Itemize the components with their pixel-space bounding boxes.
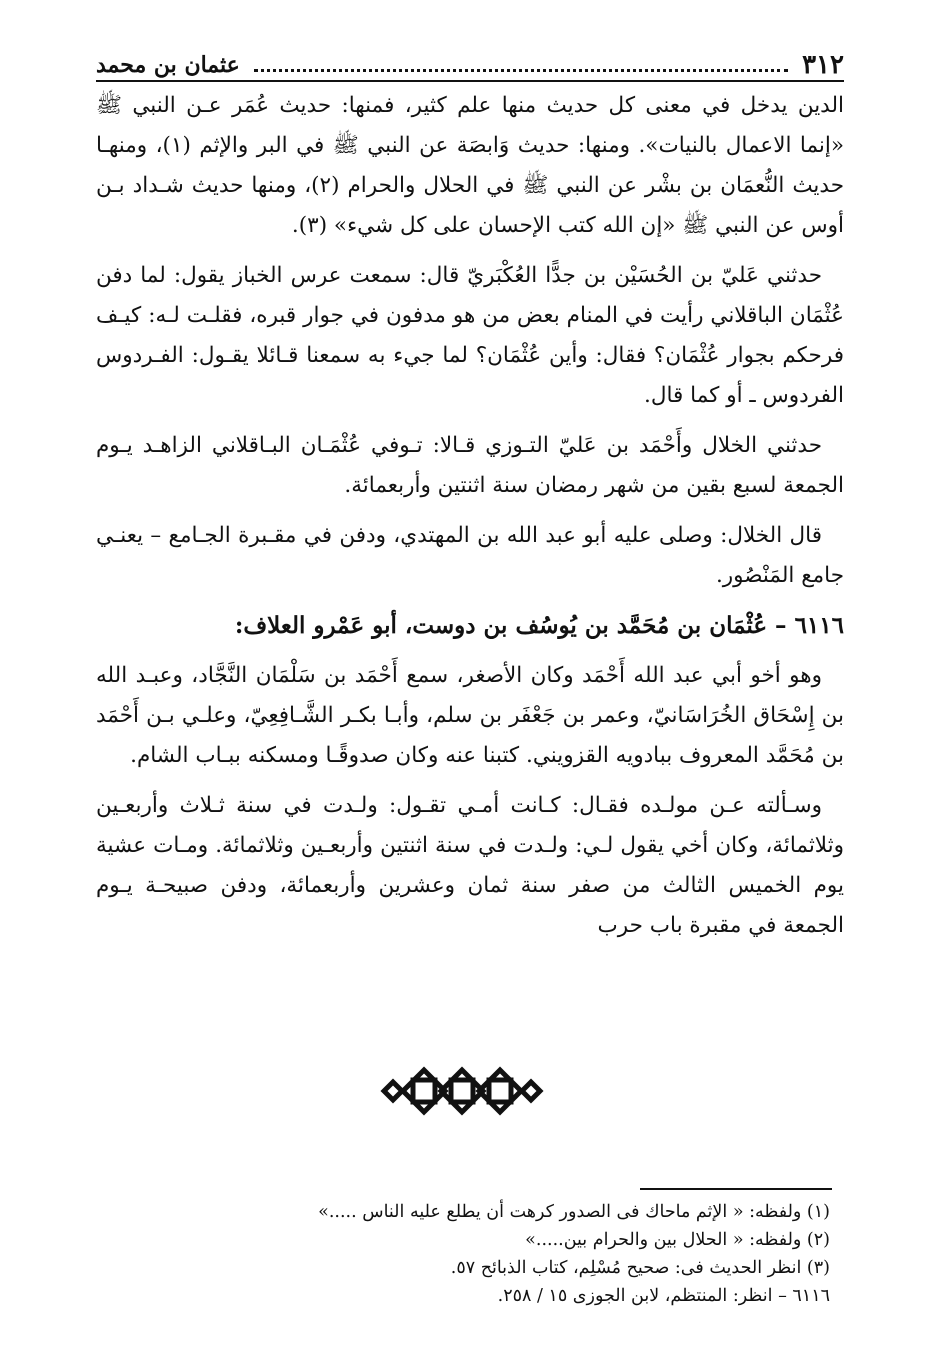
- footnote-2: (٢) ولفظه: « الحلال بين والحرام بين.....»: [525, 1230, 830, 1250]
- paragraph-4: قال الخلال: وصلى عليه أبو عبد الله بن المهتدي، ودفن في مقـبرة الجـامع – يعنـي جامع المَنْصُور.: [96, 523, 844, 588]
- footnote-source: ٦١١٦ – انظر: المنتظم، لابن الجوزى ١٥ / ٢٥٨.: [497, 1286, 830, 1306]
- footnote-1: (١) ولفظه: « الإثم ماحاك فى الصدور كرهت أن يطلع عليه الناس .....»: [318, 1202, 830, 1222]
- entry-paragraph-1: وهو أخو أبي عبد الله أَحْمَد وكان الأصغر، سمع أَحْمَد بن سَلْمَان النَّجَّاد، وعبـد الله بن إِسْحَاق الخُرَاسَانيّ، وعمر بن جَعْفَر بن سلم، وأبـا بكـر الشَّـافِعِيّ، وعلـي بـن أَحْمَد بن مُحَمَّد المعروف ببادويه القزويني. كتبنا عنه وكان صدوقًـا ومسكنه ببـاب الشام.: [96, 663, 844, 768]
- page-number: ٣١٢: [802, 50, 844, 80]
- running-title: عثمان بن محمد: [96, 52, 240, 78]
- paragraph-1: الدين يدخل في معنى كل حديث منها علم كثير، فمنها: حديث عُمَر عـن النبي ﷺ «إنما الاعمال بالنيات». ومنها: حديث وَابصَة عن النبي ﷺ في البر والإثم (١)، ومنهـا حديث النُّعمَان بن بشْر عن النبي ﷺ في الحلال والحرام (٢)، ومنها حديث شـداد بـن أوس عن النبي ﷺ «إن الله كتب الإحسان على كل شيء» (٣).: [96, 93, 844, 238]
- header-leader-dots: [254, 69, 788, 72]
- page-header: [96, 40, 844, 82]
- main-text: [96, 86, 844, 956]
- paragraph-3: حدثني الخلال وأَحْمَد بن عَليّ التـوزي قـالا: تـوفي عُثْمَـان البـاقلاني الزاهـد يـوم الجمعة لسبع بقين من شهر رمضان سنة اثنتين وأربعمائة.: [96, 433, 844, 498]
- paragraph-2: حدثني عَليّ بن الحُسَيْن بن جدًّا العُكْبَريّ قال: سمعت عرس الخباز يقول: لما دفن عُثْمَان الباقلاني رأيت في المنام بعض من هو مدفون في جوار قبره، فقلـت لـه: كيـف فرحكم بجوار عُثْمَان؟ فقال: وأين عُثْمَان؟ لما جيء به سمعنا قـائلا يقـول: الفـردوس الفردوس ـ أو كما قال.: [96, 263, 844, 408]
- decorative-knot-ornament-icon: [376, 1066, 548, 1116]
- entry-paragraph-2: وسـألته عـن مولـده فقـال: كـانت أمـي تقـول: ولـدت في سنة ثـلاث وأربعـين وثلاثمائة، وكان أخي يقول لـي: ولـدت في سنة اثنتين وأربعـين وثلاثمائة. ومـات عشية يوم الخميس الثالث من صفر سنة ثمان وعشرين وأربعمائة، ودفن صبيحـة يـوم الجمعة في مقبرة باب حرب: [96, 793, 844, 938]
- entry-heading: ٦١١٦ – عُثْمَان بن مُحَمَّد بن يُوسُف بن دوست، أبو عَمْرو العلاف:: [234, 612, 844, 639]
- footnotes: [300, 1198, 830, 1310]
- footnote-separator: [640, 1188, 832, 1190]
- footnote-3: (٣) انظر الحديث فى: صحيح مُسْلِم، كتاب الذبائح ٥٧.: [450, 1258, 830, 1278]
